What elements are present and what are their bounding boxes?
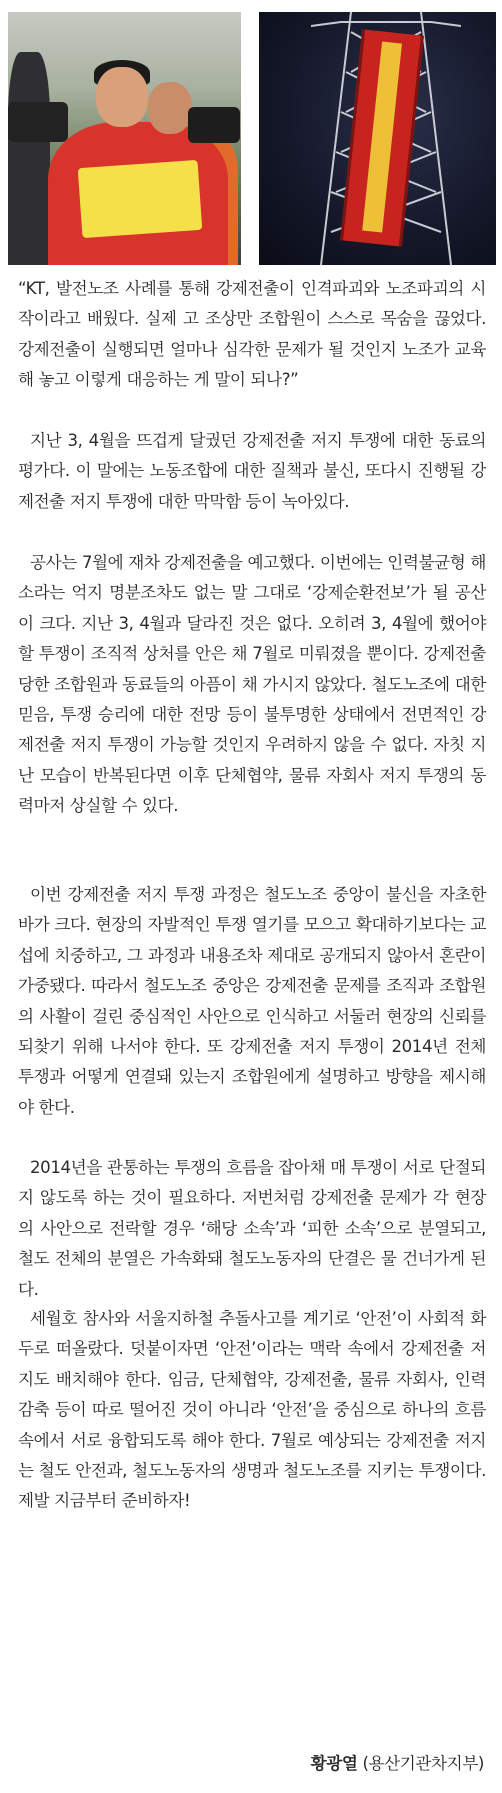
author-affiliation: (용산기관차지부) <box>362 1754 484 1773</box>
paragraph: 이번 강제전출 저지 투쟁 과정은 철도노조 중앙이 불신을 자초한 바가 크다. 현장의 자발적인 투쟁 열기를 모으고 확대하기보다는 교섭에 치중하고, 그 과정과 내용조차 제대로 공개되지 않아서 혼란이 가중됐다. 따라서 철도노조 중앙은 강제전출 문제를 조직과 조합원의 사활이 걸린 중심적인 사안으로 인식하고 서둘러 현장의 신뢰를 되찾기 위해 나서야 한다. 또 강제전출 저지 투쟁이 2014년 전체 투쟁과 어떻게 연결돼 있는지 조합원에게 설명하고 방향을 제시해야 한다. <box>18 885 486 1117</box>
paragraph: “KT, 발전노조 사례를 통해 강제전출이 인격파괴와 노조파괴의 시작이라고 배웠다. 실제 고 조상만 조합원이 스스로 목숨을 끊었다. 강제전출이 실행되면 얼마나 심각한 문제가 될 것인지 노조가 교육해 놓고 이렇게 대응하는 게 말이 되나?” <box>18 279 486 390</box>
camera-icon <box>8 102 68 142</box>
paragraph: 세월호 참사와 서울지하철 추돌사고를 계기로 ‘안전’이 사회적 화두로 떠올랐다. 덧붙이자면 ‘안전’이라는 맥락 속에서 강제전출 저지도 배치해야 한다. 임금, 단체협약, 강제전출, 물류 자회사, 인력 감축 등이 따로 떨어진 것이 아니라 ‘안전’을 중심으로 하나의 흐름 속에서 서로 융합되도록 해야 한다. 7월로 예상되는 강제전출 저지는 철도 안전과, 철도노동자의 생명과 철도노조를 지키는 투쟁이다. 제발 지금부터 준비하자! <box>18 1309 486 1511</box>
camera-icon <box>188 107 240 143</box>
photographer-figure <box>8 52 50 265</box>
paragraph: 2014년을 관통하는 투쟁의 흐름을 잡아채 매 투쟁이 서로 단절되지 않도록 하는 것이 필요하다. 저번처럼 강제전출 문제가 각 현장의 사안으로 전락할 경우 ‘해당 소속’과 ‘피한 소속’으로 분열되고, 철도 전체의 분열은 가속화돼 철도노동자의 단결은 물 건너가게 된다. <box>18 1158 486 1299</box>
paragraph: 공사는 7월에 재차 강제전출을 예고했다. 이번에는 인력불균형 해소라는 억지 명분조차도 없는 말 그대로 ‘강제순환전보’가 될 공산이 크다. 지난 3, 4월과 달라진 것은 없다. 오히려 3, 4월에 했어야 할 투쟁이 조직적 상처를 안은 채 7월로 미뤄졌을 뿐이다. 강제전출 당한 조합원과 동료들의 아픔이 채 가시지 않았다. 철도노조에 대한 믿음, 투쟁 승리에 대한 전망 등이 불투명한 상태에서 전면적인 강제전출 저지 투쟁이 가능할 것인지 우려하지 않을 수 없다. 자칫 지난 모습이 반복된다면 이후 단체협약, 물류 자회사 저지 투쟁의 동력마저 상실할 수 있다. <box>18 553 486 816</box>
photo-union-members-embrace <box>8 12 241 265</box>
person-head <box>148 82 192 134</box>
person-head <box>96 67 148 127</box>
banner-stripe <box>362 41 402 232</box>
author-name: 황광열 <box>310 1754 358 1773</box>
vest-label <box>78 160 203 238</box>
paragraph: 지난 3, 4월을 뜨겁게 달궜던 강제전출 저지 투쟁에 대한 동료의 평가다. 이 말에는 노동조합에 대한 질책과 불신, 또다시 진행될 강제전출 저지 투쟁에 대한 막막함 등이 녹아있다. <box>18 431 486 511</box>
photo-tower-banner <box>259 12 496 265</box>
author-signature <box>311 1750 484 1774</box>
photo-row <box>0 0 502 268</box>
